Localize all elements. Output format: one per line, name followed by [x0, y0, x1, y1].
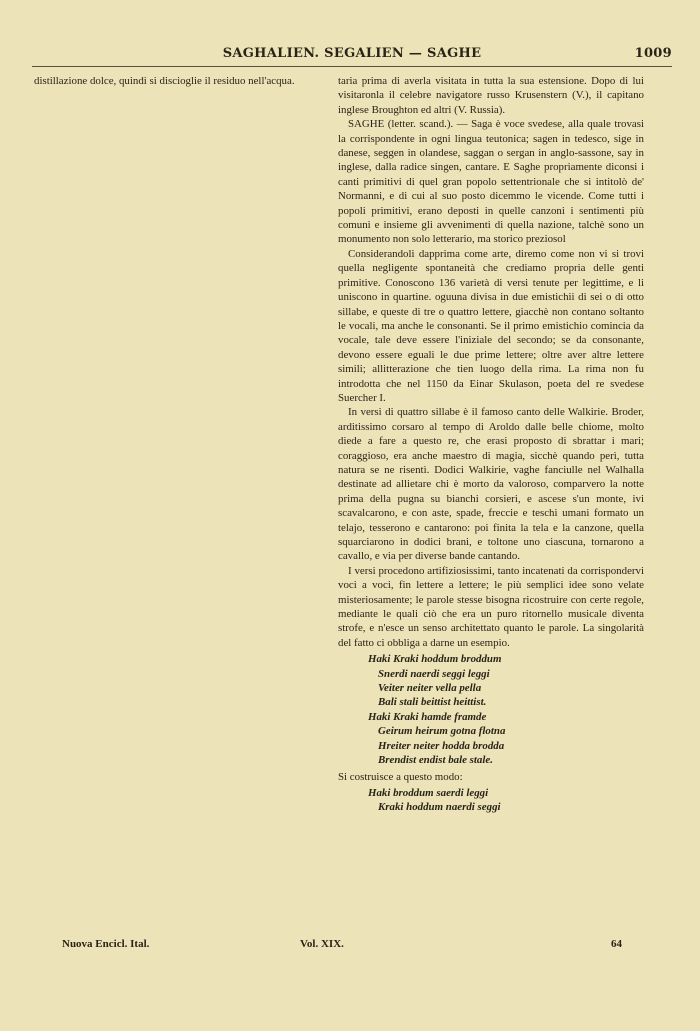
paragraph: In versi di quattro sillabe è il famoso canto delle Walkirie. Broder, arditissimo corsaro al tempo di Aroldo dalle belle chiome, molto diede a fare a questo re, che erasi proposto di sbrattar i mari; coraggioso, era anche maestro di magia, sicchè quando perì, tutta natura se ne risentì. Dodici Walkirie, vaghe fanciulle nel Walhalla destinate ad allietare chi è morto da valoroso, comparvero la notte prima della pugna su bianchi corsieri, e ascese s'un monte, ivi scavalcarono, e con aste, spade, freccie e teschi umani formato un telajo, tesserono e cantarono: poi finita la tela e la canzone, quella squarciarono in dodici brani, e toltone uno ciascuna, tornarono a cavallo, e via per diverse bande cantando.: [338, 406, 644, 563]
paragraph: I versi procedono artifiziosissimi, tanto incatenati da corrispondervi voci a voci, fin lettere a lettere; le più semplici idee sono velate misteriosamente; le parole stesse bisogna ricostruire con certe regole, mediante le quali ciò che era un puro ritornello musicale diventa strofe, e n'esce un senso architettato quanto le parole. La singolarità del fatto ci obbliga a darne un esempio.: [338, 564, 644, 649]
poem-block: [368, 652, 644, 767]
poem-line: Kraki hoddum naerdi seggi: [378, 801, 501, 814]
poem-line: Snerdi naerdi seggi leggi: [378, 667, 490, 680]
poem-block: [368, 786, 644, 815]
paragraph: Si costruisce a questo modo:: [338, 770, 463, 783]
poem-line: Veiter neiter vella pella: [378, 682, 482, 695]
paragraph: distillazione dolce, quindi si discioglie il residuo nell'acqua.: [34, 75, 295, 87]
running-header: [32, 44, 672, 67]
poem-line: Geirum heirum gotna flotna: [378, 725, 506, 738]
poem-line: Haki Kraki hamde framde: [368, 710, 487, 723]
poem-line: Brendist endist bale stale.: [378, 754, 493, 767]
paragraph: SAGHE (letter. scand.). — Saga è voce svedese, alla quale trovasi la corrispondente in ogni lingua teutonica; sagen in tedesco, sige in danese, seggen in olandese, saggan o sergan in anglo-sassone, say in inglese, dalla radice singen, cantare. E Saghe propriamente diconsi i canti primitivi di quel gran popolo settentrionale che si intitolò de' Normanni, e di cui al suo posto dicemmo le vicende. Come tutti i popoli primitivi, erano deposti in quelle canzoni i sentimenti più comuni e insieme gli avvenimenti di quella nazione, talchè sono un monumento non solo letterario, ma storico preziosol: [338, 118, 644, 246]
footer-volume: Vol. XIX.: [300, 938, 344, 950]
paragraph: Considerandoli dapprima come arte, diremo come non vi si trovi quella negligente spontaneità che crediamo propria delle genti primitive. Conoscono 136 varietà di versi tenute per legittime, e li uniscono in quartine. oguuna divisa in due emistichii di sei o di otto sillabe, e queste di tre o quattro lettere, giacchè non contano soltanto le vocali, ma anche le consonanti. Se il primo emistichio comincia da vocale, tale deve essere l'iniziale del secondo; se da consonante, devono essere eguali le due prime lettere; oltre aver altre lettere simili; allitterazione che tien luogo della rima. La rima non fu introdotta che nel 1150 da Einar Skulason, poeta del re svedese Suercher I.: [338, 247, 644, 404]
page-footer: [62, 938, 622, 954]
right-column: [338, 74, 644, 932]
poem-line: Haki Kraki hoddum broddum: [368, 653, 502, 666]
poem-line: Haki broddum saerdi leggi: [368, 786, 489, 799]
footer-publication: Nuova Encicl. Ital.: [62, 938, 150, 950]
left-column: [34, 74, 330, 932]
page-number: 1009: [634, 46, 672, 61]
poem-line: Hreiter neiter hodda brodda: [378, 739, 505, 752]
header-title: SAGHALIEN. SEGALIEN — SAGHE: [222, 46, 482, 61]
paragraph: taria prima di averla visitata in tutta la sua estensione. Dopo di lui visitaronla il celebre navigatore russo Krusenstern (V.), il capitano inglese Broughton ed altri (V. Russia).: [338, 75, 644, 116]
poem-line: Bali stali beittist heittist.: [378, 696, 487, 709]
footer-sheet-number: 64: [611, 938, 622, 950]
